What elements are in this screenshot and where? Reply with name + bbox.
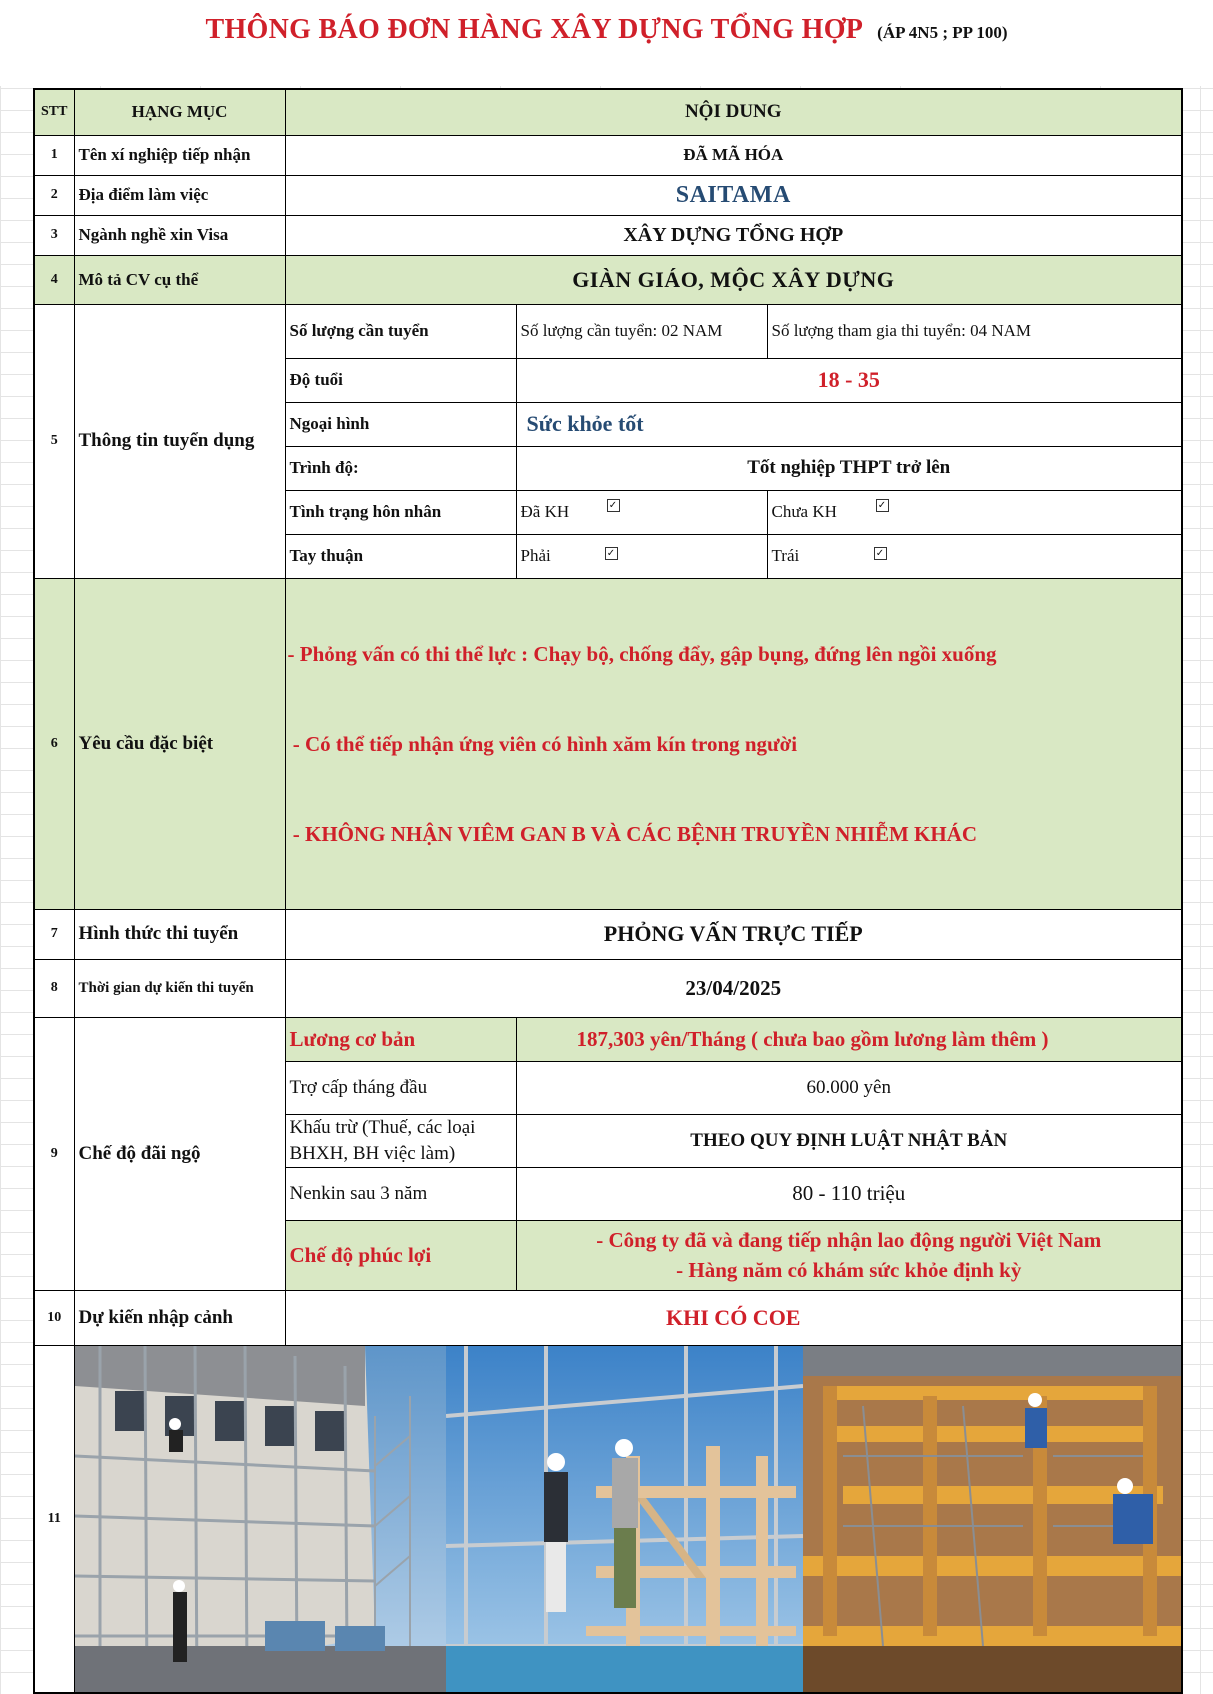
table-row	[34, 135, 1182, 175]
row-label: Thời gian dự kiến thi tuyển	[74, 959, 285, 1017]
col-hang-muc: HẠNG MỤC	[74, 89, 285, 135]
row-label: Mô tả CV cụ thể	[74, 255, 285, 304]
deductions-value: THEO QUY ĐỊNH LUẬT NHẬT BẢN	[516, 1114, 1182, 1167]
row-label: Thông tin tuyển dụng	[74, 304, 285, 578]
table-row	[34, 578, 1182, 909]
row-number: 11	[34, 1345, 74, 1693]
nenkin-label: Nenkin sau 3 năm	[285, 1167, 516, 1220]
exam-format-value: PHỎNG VẤN TRỰC TIẾP	[285, 909, 1182, 959]
company-name-value: ĐÃ MÃ HÓA	[285, 135, 1182, 175]
col-stt: STT	[34, 89, 74, 135]
married-checkbox[interactable]: ✓	[607, 499, 620, 512]
table-row	[34, 215, 1182, 255]
row-label: Ngành nghề xin Visa	[74, 215, 285, 255]
row-label: Địa điểm làm việc	[74, 175, 285, 215]
table-row	[34, 909, 1182, 959]
exam-date-value: 23/04/2025	[285, 959, 1182, 1017]
header-row	[34, 89, 1182, 135]
job-description-value: GIÀN GIÁO, MỘC XÂY DỰNG	[285, 255, 1182, 304]
welfare-label: Chế độ phúc lợi	[285, 1220, 516, 1290]
age-value: 18 - 35	[516, 358, 1182, 402]
table-row	[34, 1345, 1182, 1693]
row-number: 10	[34, 1290, 74, 1345]
title-subtitle: (ÁP 4N5 ; PP 100)	[877, 23, 1008, 42]
single-cell	[767, 490, 1182, 534]
handedness-label: Tay thuận	[285, 534, 516, 578]
row-label: Chế độ đãi ngộ	[74, 1017, 285, 1290]
row-number: 4	[34, 255, 74, 304]
quantity-label: Số lượng cần tuyển	[285, 304, 516, 358]
row-number: 7	[34, 909, 74, 959]
row-label: Dự kiến nhập cảnh	[74, 1290, 285, 1345]
row-number: 5	[34, 304, 74, 578]
row-number: 1	[34, 135, 74, 175]
col-noi-dung: NỘI DUNG	[285, 89, 1182, 135]
single-checkbox[interactable]: ✓	[876, 499, 889, 512]
deductions-label: Khấu trừ (Thuế, các loại BHXH, BH việc làm)	[285, 1114, 516, 1167]
wooden-frame-construction-photo	[446, 1346, 803, 1692]
table-row	[34, 255, 1182, 304]
row-number: 2	[34, 175, 74, 215]
entry-value: KHI CÓ COE	[285, 1290, 1182, 1345]
row-label: Tên xí nghiệp tiếp nhận	[74, 135, 285, 175]
table-row	[34, 959, 1182, 1017]
table-row	[34, 1290, 1182, 1345]
row-number: 8	[34, 959, 74, 1017]
first-month-allowance-value: 60.000 yên	[516, 1061, 1182, 1114]
photo-strip	[74, 1345, 1182, 1693]
requirement-line: - KHÔNG NHẬN VIÊM GAN B VÀ CÁC BỆNH TRUYỀN NHIỄM KHÁC	[287, 821, 978, 846]
appearance-label: Ngoại hình	[285, 402, 516, 446]
table-row	[34, 175, 1182, 215]
welfare-value	[516, 1220, 1182, 1290]
requirement-line: - Có thể tiếp nhận ứng viên có hình xăm kín trong người	[287, 731, 798, 756]
requirement-line: - Phỏng vấn có thi thể lực : Chạy bộ, chống đẩy, gập bụng, đứng lên ngồi xuống	[287, 641, 997, 666]
table-row	[34, 304, 1182, 358]
quantity-value: Số lượng cần tuyển: 02 NAM	[516, 304, 767, 358]
row-label: Yêu cầu đặc biệt	[74, 578, 285, 909]
visa-field-value: XÂY DỰNG TỔNG HỢP	[285, 215, 1182, 255]
scaffolding-building-photo	[75, 1346, 446, 1692]
nenkin-value: 80 - 110 triệu	[516, 1167, 1182, 1220]
row-number: 9	[34, 1017, 74, 1290]
formwork-site-photo	[803, 1346, 1181, 1692]
age-label: Độ tuổi	[285, 358, 516, 402]
marital-label: Tình trạng hôn nhân	[285, 490, 516, 534]
left-hand-cell	[767, 534, 1182, 578]
row-label: Hình thức thi tuyển	[74, 909, 285, 959]
education-label: Trình độ:	[285, 446, 516, 490]
base-salary-value: 187,303 yên/Tháng ( chưa bao gồm lương làm thêm )	[516, 1017, 1182, 1061]
right-hand-label: Phải	[520, 546, 551, 565]
row-number: 6	[34, 578, 74, 909]
married-label: Đã KH	[520, 502, 570, 521]
first-month-allowance-label: Trợ cấp tháng đầu	[285, 1061, 516, 1114]
welfare-line: - Công ty đã và đang tiếp nhận lao động người Việt Nam	[596, 1228, 1102, 1252]
title-main: THÔNG BÁO ĐƠN HÀNG XÂY DỰNG TỔNG HỢP	[205, 14, 864, 45]
special-requirements	[285, 578, 1182, 909]
right-hand-cell	[516, 534, 767, 578]
order-table	[33, 88, 1183, 1694]
row-number: 3	[34, 215, 74, 255]
location-value: SAITAMA	[285, 175, 1182, 215]
base-salary-label: Lương cơ bản	[285, 1017, 516, 1061]
table-row	[34, 1017, 1182, 1061]
education-value: Tốt nghiệp THPT trở lên	[516, 446, 1182, 490]
married-cell	[516, 490, 767, 534]
left-hand-label: Trái	[771, 546, 800, 565]
right-hand-checkbox[interactable]: ✓	[605, 547, 618, 560]
appearance-value: Sức khỏe tốt	[516, 402, 1182, 446]
left-hand-checkbox[interactable]: ✓	[874, 547, 887, 560]
single-label: Chưa KH	[771, 502, 837, 521]
welfare-line: - Hàng năm có khám sức khỏe định kỳ	[676, 1258, 1022, 1282]
exam-quantity-value: Số lượng tham gia thi tuyển: 04 NAM	[767, 304, 1182, 358]
page-title	[0, 14, 1213, 46]
